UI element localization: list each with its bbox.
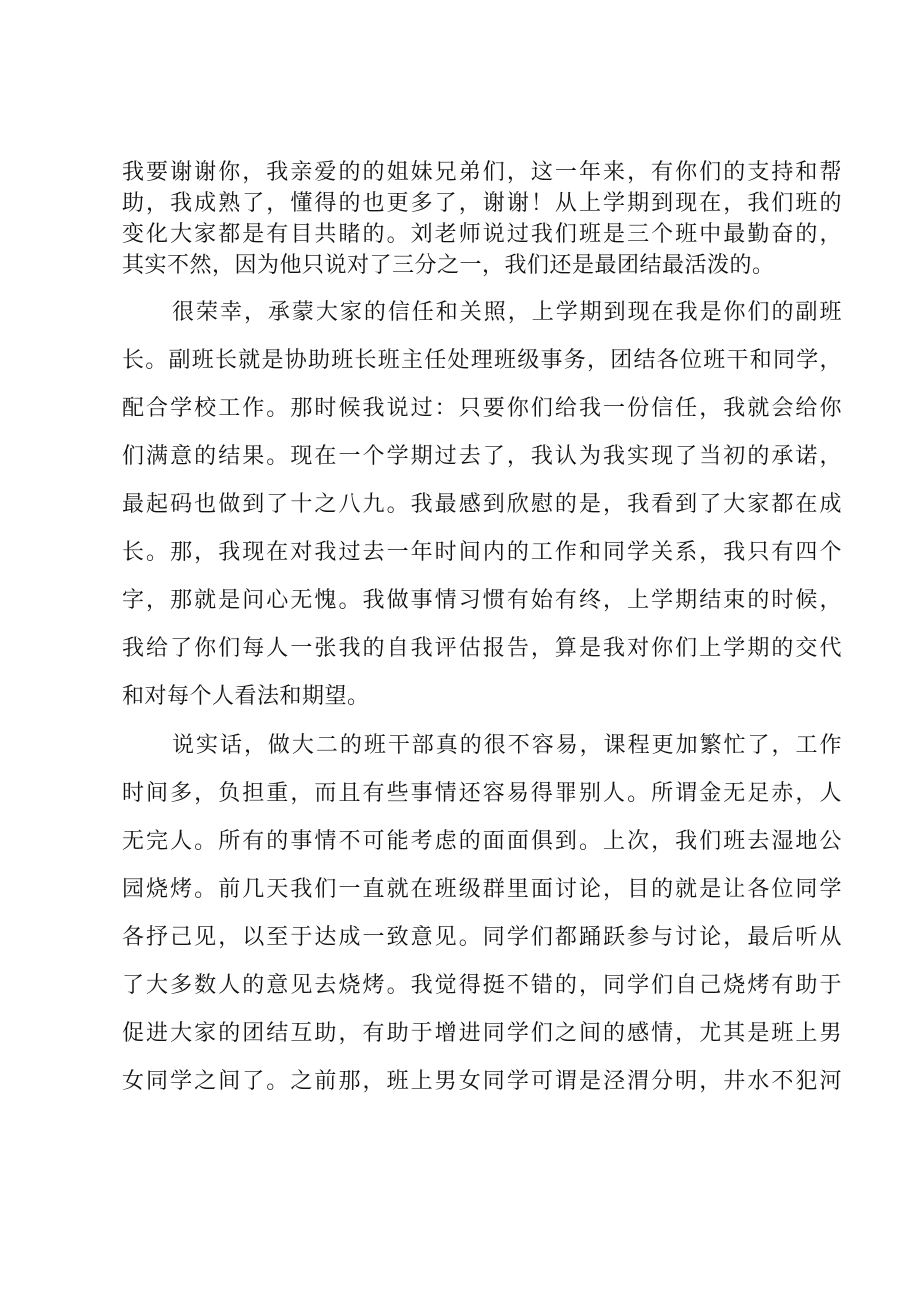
paragraph-line: 长。副班长就是协助班长班主任处理班级事务，团结各位班干和同学， <box>122 348 842 373</box>
paragraph-line: 和对每个人看法和期望。 <box>122 684 370 709</box>
paragraph-line: 最起码也做到了十之八九。我最感到欣慰的是，我看到了大家都在成 <box>122 492 842 517</box>
paragraph-line: 字，那就是问心无愧。我做事情习惯有始有终，上学期结束的时候， <box>122 588 842 613</box>
paragraph-line: 时间多，负担重，而且有些事情还容易得罪别人。所谓金无足赤，人 <box>122 781 842 806</box>
paragraph-line: 各抒己见，以至于达成一致意见。同学们都踊跃参与讨论，最后听从 <box>122 925 842 950</box>
paragraph-line: 说实话，做大二的班干部真的很不容易，课程更加繁忙了，工作 <box>172 733 842 758</box>
paragraph-line: 促进大家的团结互助，有助于增进同学们之间的感情，尤其是班上男 <box>122 1021 842 1046</box>
paragraph-line: 变化大家都是有目共睹的。刘老师说过我们班是三个班中最勤奋的， <box>122 222 842 247</box>
paragraph-line: 无完人。所有的事情不可能考虑的面面俱到。上次，我们班去湿地公 <box>122 829 842 854</box>
paragraph-line: 很荣幸，承蒙大家的信任和关照，上学期到现在我是你们的副班 <box>172 300 842 325</box>
paragraph-line: 配合学校工作。那时候我说过：只要你们给我一份信任，我就会给你 <box>122 396 842 421</box>
paragraph-line: 我给了你们每人一张我的自我评估报告，算是我对你们上学期的交代 <box>122 636 842 661</box>
paragraph-line: 其实不然，因为他只说对了三分之一，我们还是最团结最活泼的。 <box>122 253 775 278</box>
paragraph-line: 女同学之间了。之前那，班上男女同学可谓是泾渭分明，井水不犯河 <box>122 1069 842 1094</box>
paragraph-line: 们满意的结果。现在一个学期过去了，我认为我实现了当初的承诺， <box>122 444 842 469</box>
paragraph-line: 长。那，我现在对我过去一年时间内的工作和同学关系，我只有四个 <box>122 540 842 565</box>
paragraph-line: 园烧烤。前几天我们一直就在班级群里面讨论，目的就是让各位同学 <box>122 877 842 902</box>
paragraph-line: 我要谢谢你，我亲爱的的姐妹兄弟们，这一年来，有你们的支持和帮 <box>122 160 842 185</box>
paragraph-line: 助，我成熟了，懂得的也更多了，谢谢！从上学期到现在，我们班的 <box>122 191 842 216</box>
paragraph-line: 了大多数人的意见去烧烤。我觉得挺不错的，同学们自己烧烤有助于 <box>122 973 842 998</box>
